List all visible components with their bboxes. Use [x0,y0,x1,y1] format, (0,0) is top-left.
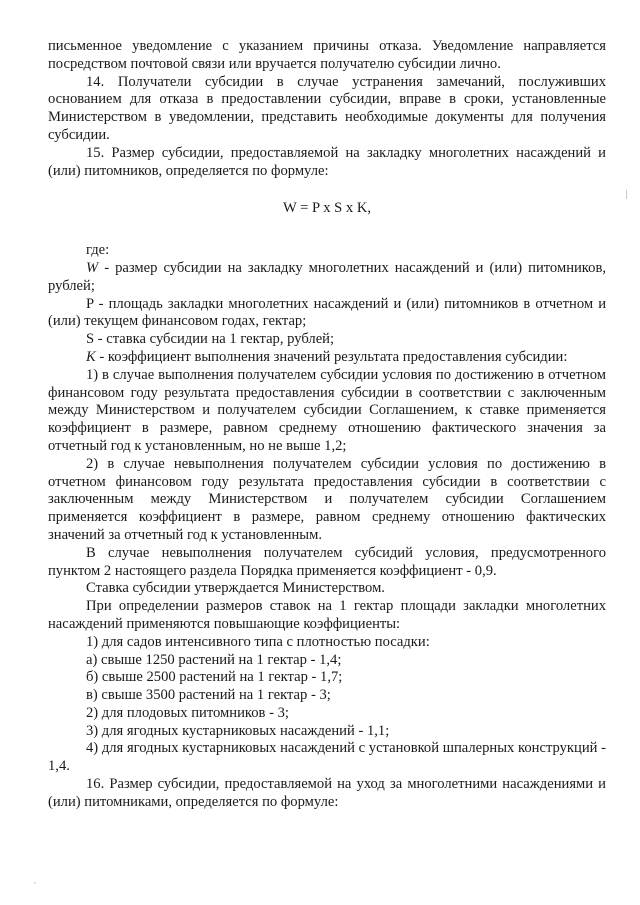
coefficient-item-1c: в) свыше 3500 растений на 1 гектар - 3; [86,687,331,704]
coefficient-item-3: 3) для ягодных кустарниковых насаждений - 1,1; [86,722,390,739]
scan-margin-mark [626,190,627,199]
symbol-w: W [86,259,99,276]
paragraph-16: 16. Размер субсидии, предоставляемой на уход за многолетними насаждениями и (или) питомниками, определяется по формуле: [48,776,606,810]
coefficient-case-2: 2) в случае невыполнения получателем субсидии условия по достижению в отчетном финансовом году результата предоставления субсидии в соответствии с заключенным между Министерством и получателем субсидии Соглашением применяется коэффициент в размере, равном среднему отношению фактических значений за отчетный год к установленным. [48,455,606,543]
coefficient-item-1b: б) свыше 2500 растений на 1 гектар - 1,7; [86,669,343,686]
coefficient-item-1a: а) свыше 1250 растений на 1 гектар - 1,4; [86,651,342,668]
coefficient-item-1: 1) для садов интенсивного типа с плотностью посадки: [86,633,430,650]
coefficient-case-1: 1) в случае выполнения получателем субсидии условия по достижению в отчетном финансовом году результата предоставления субсидии в соответствии с заключенным между Министерством и получателем субсидии Соглашением, к ставке применяется коэффициент в размере, равном среднему отношению фактического значения за отчетный год к установленным, но не выше 1,2; [48,366,606,454]
paragraph-15: 15. Размер субсидии, предоставляемой на закладку многолетних насаждений и (или) питомников, определяется по формуле: [48,144,606,179]
definition-s: S - ставка субсидии на 1 гектар, рублей; [86,331,335,348]
where-label: где: [86,242,110,259]
paragraph-14: 14. Получатели субсидии в случае устранения замечаний, послуживших основанием для отказа в предоставлении субсидии, вправе в сроки, установленные Министерством в уведомлении, представить необходимые документы для получения субсидии. [48,73,606,143]
definition-w-text: - размер субсидии на закладку многолетних насаждений и (или) питомников, рублей; [48,259,606,294]
definition-p: P - площадь закладки многолетних насаждений и (или) питомников в отчетном и (или) текущем финансовом годах, гектар; [48,295,606,330]
coefficient-item-4: 4) для ягодных кустарниковых насаждений с установкой шпалерных конструкций - 1,4. [48,740,606,775]
scan-speck [34,882,36,884]
rate-approval: Ставка субсидии утверждается Министерством. [86,580,385,597]
definition-k [48,349,606,367]
coefficient-case-3: В случае невыполнения получателем субсидий условия, предусмотренного пунктом 2 настоящего раздела Порядка применяется коэффициент - 0,9. [48,544,606,579]
coefficient-item-2: 2) для плодовых питомников - 3; [86,704,289,721]
coefficients-intro: При определении размеров ставок на 1 гектар площади закладки многолетних насаждений применяются повышающие коэффициенты: [48,598,606,632]
symbol-k: K [86,348,96,365]
definition-k-text: - коэффициент выполнения значений результата предоставления субсидии: [95,348,568,365]
formula-w: W = P x S x K, [282,200,372,217]
paragraph-continuation: письменное уведомление с указанием причины отказа. Уведомление направляется посредством почтовой связи или вручается получателю субсидии лично. [48,38,606,72]
definition-w [48,260,606,296]
